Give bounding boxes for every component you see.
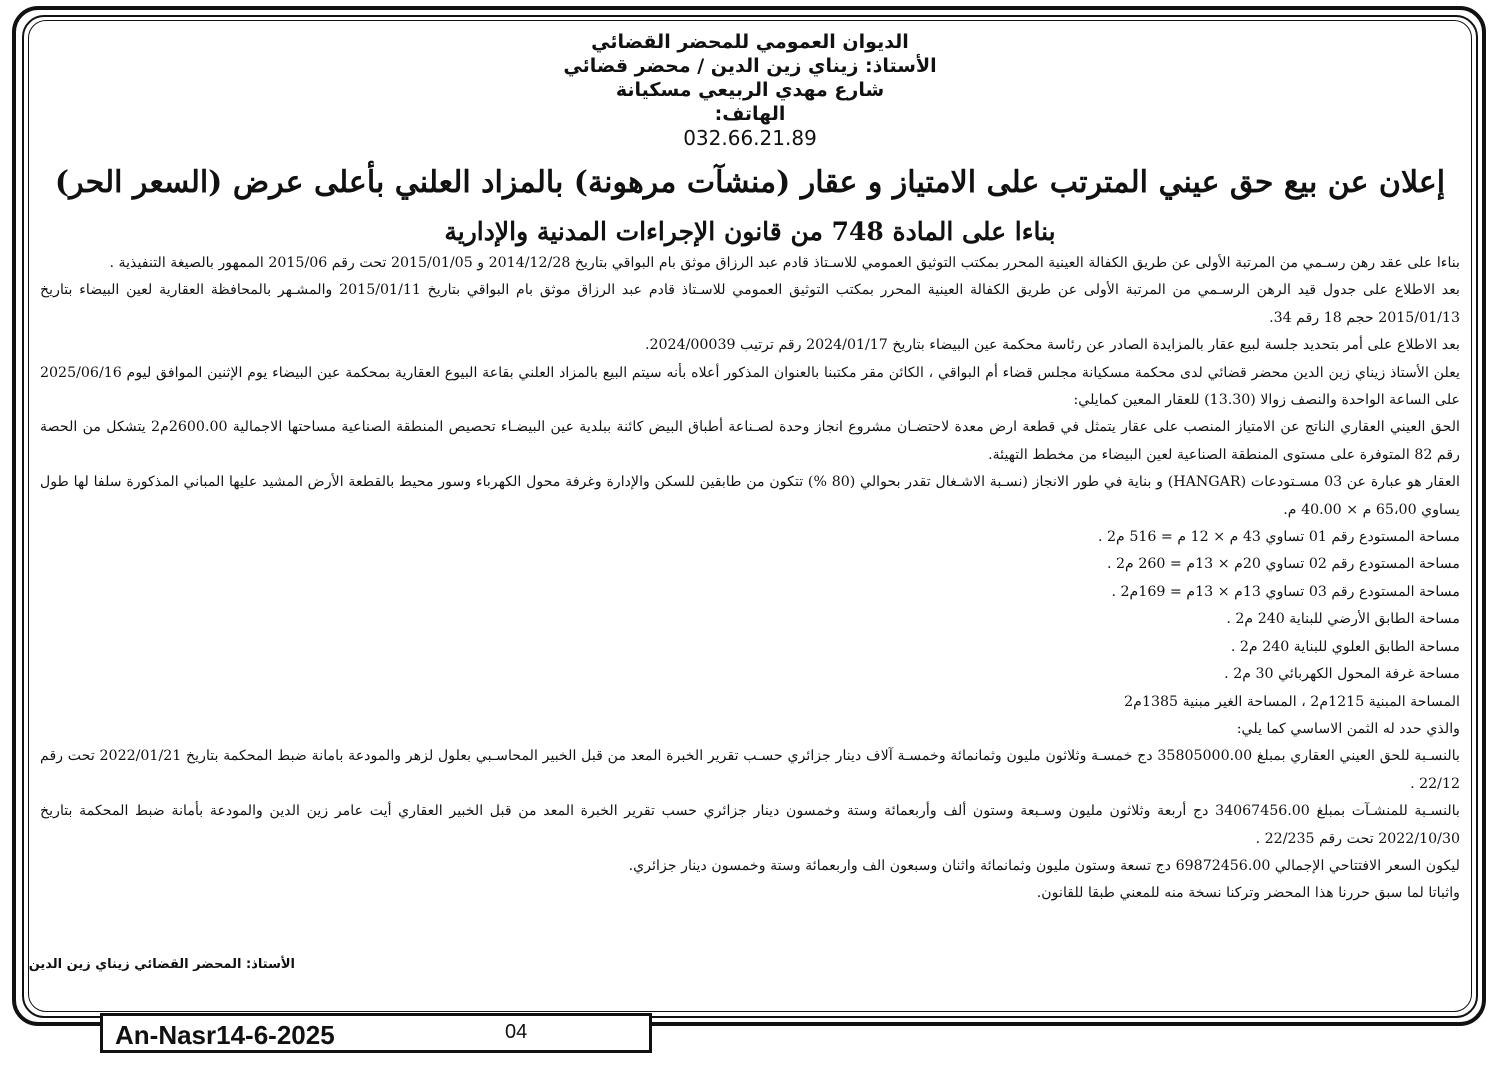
bailiff-name: الأستاذ: زيناي زين الدين / محضر قضائي bbox=[563, 55, 937, 77]
announcement-body bbox=[40, 250, 1460, 908]
area-built-unbuilt: المساحة المبنية 1215م2 ، المساحة الغير مبنية 1385م2 bbox=[1124, 693, 1460, 710]
paragraph-sale-announcement: يعلن الأستاذ زيناي زين الدين محضر قضائي لدى محكمة مسكيانة مجلس قضاء أم البواقي ، الكائن مقر مكتبنا بالعنوان المذكور أعلاه بأنه سيتم البيع بالمزاد العلني بقاعة البيوع العقارية بمحكمة عين البيضاء يوم الإثنين الموافق ليوم 2025/06/16 على الساعة الواحدة والنصف زوالا (13.30) للعقار المعين كمايلي: bbox=[40, 364, 1460, 409]
paragraph-property-description: العقار هو عبارة عن 03 مسـتودعات (HANGAR) و بناية في طور الانجاز (نسـبة الاشـغال تقدر بحوالي (80 %) تتكون من طابقين للسكن والإدارة وغرفة محول الكهرباء وسور محيط بالقطعة الأرض المشيد عليها المباني المذكورة سلفا لها طول يساوي 65،00 م × 40.00 م. bbox=[40, 474, 1460, 518]
price-total-opening: ليكون السعر الافتتاحي الإجمالي 69872456.00 دج تسعة وستون مليون وثمانمائة واثنان وسبعون الف واربعمائة وستة وخمسون دينار جزائري. bbox=[628, 857, 1460, 874]
newspaper-footer bbox=[100, 1013, 652, 1053]
page-number: 04 bbox=[505, 1021, 528, 1043]
paragraph-court-order: بعد الاطلاع على أمر بتحديد جلسة لبيع عقار بالمزايدة الصادر عن رئاسة محكمة عين البيضاء بتاريخ 2024/01/17 رقم ترتيب 2024/00039. bbox=[644, 337, 1460, 354]
phone-line bbox=[0, 102, 1500, 126]
price-real-right: بالنسـبة للحق العيني العقاري بمبلغ 35805000.00 دج خمسـة وثلاثون مليون وثمانمائة وخمسـة آلاف دينار جزائري حسـب تقرير الخبرة المعد من قبل الخبير المحاسـبي بعلول لزهر والمودعة بامانة ضبط المحكمة بتاريخ 2022/01/21 تحت رقم 22/12 . bbox=[40, 748, 1460, 792]
area-warehouse-2: مساحة المستودع رقم 02 تساوي 20م × 13م = 260 م2 . bbox=[1106, 556, 1460, 573]
office-header bbox=[0, 30, 1500, 150]
announcement-title: إعلان عن بيع حق عيني المترتب على الامتياز و عقار (منشآت مرهونة) بالمزاد العلني بأعلى عرض (السعر الحر) bbox=[54, 165, 1446, 200]
paragraph-mortgage-registration: بعد الاطلاع على جدول قيد الرهن الرسـمي من المرتبة الأولى عن طريق الكفالة العينية المحرر بمكتب التوثيق العمومي للاسـتاذ قادم عبد الرزاق موثق بام البواقي بتاريخ 2015/01/11 والمشـهر بالمحافظة العقارية لعين البيضاء بتاريخ 2015/01/13 حجم 18 رقم 34. bbox=[40, 282, 1461, 326]
newspaper-edition: An-Nasr14-6-2025 bbox=[115, 1020, 335, 1050]
area-upper-floor: مساحة الطابق العلوي للبناية 240 م2 . bbox=[1230, 638, 1460, 655]
closing-statement: واثباتا لما سبق حررنا هذا المحضر وتركنا نسخة منه للمعني طبقا للقانون. bbox=[1036, 885, 1460, 902]
signature: الأستاذ: المحضر القضائي زيناي زين الدين bbox=[28, 957, 295, 972]
price-intro: والذي حدد له الثمن الاساسي كما يلي: bbox=[1236, 720, 1460, 737]
office-address: شارع مهدي الربيعي مسكيانة bbox=[615, 79, 885, 101]
phone-label: الهاتف: bbox=[714, 103, 786, 125]
area-warehouse-1: مساحة المستودع رقم 01 تساوي 43 م × 12 م = 516 م2 . bbox=[1097, 529, 1460, 546]
area-ground-floor: مساحة الطابق الأرضي للبناية 240 م2 . bbox=[1226, 611, 1460, 628]
paragraph-property-right: الحق العيني العقاري الناتج عن الامتياز المنصب على عقار يتمثل في قطعة ارض معدة لاحتضـان مشروع انجاز وحدة لصـناعة أطباق البيض كائنة ببلدية عين البيضـاء تحصيص المنطقة الصناعية مساحتها الاجمالية 2600.00م2 يتشكل من الحصة رقم 82 المتوفرة على مستوى المنطقة الصناعية لعين البيضاء من مخطط التهيئة. bbox=[40, 419, 1460, 463]
phone-number: 032.66.21.89 bbox=[683, 126, 817, 150]
area-warehouse-3: مساحة المستودع رقم 03 تساوي 13م × 13م = 169م2 . bbox=[1111, 583, 1460, 600]
paragraph-mortgage-contract: بناءا على عقد رهن رسـمي من المرتبة الأولى عن طريق الكفالة العينية المحرر بمكتب التوثيق العمومي للاسـتاذ قادم عبد الرزاق موثق بام البواقي بتاريخ 2014/12/28 و 2015/01/05 تحت رقم 2015/06 الممهور بالصيغة التنفيذية . bbox=[109, 255, 1460, 271]
price-facilities: بالنسـبة للمنشـآت بمبلغ 34067456.00 دج أربعة وثلاثون مليون وسـبعة وستون ألف وأربعمائة وستة وخمسون دينار جزائري حسب تقرير الخبرة المعد من قبل الخبير العقاري أيت عامر زين الدين والمودعة بأمانة ضبط المحكمة بتاريخ 2022/10/30 تحت رقم 22/235 . bbox=[40, 803, 1460, 847]
announcement-subtitle: بناءا على المادة 748 من قانون الإجراءات المدنية والإدارية bbox=[444, 217, 1056, 246]
area-transformer-room: مساحة غرفة المحول الكهربائي 30 م2 . bbox=[1224, 666, 1460, 683]
office-name: الديوان العمومي للمحضر القضائي bbox=[591, 31, 909, 53]
